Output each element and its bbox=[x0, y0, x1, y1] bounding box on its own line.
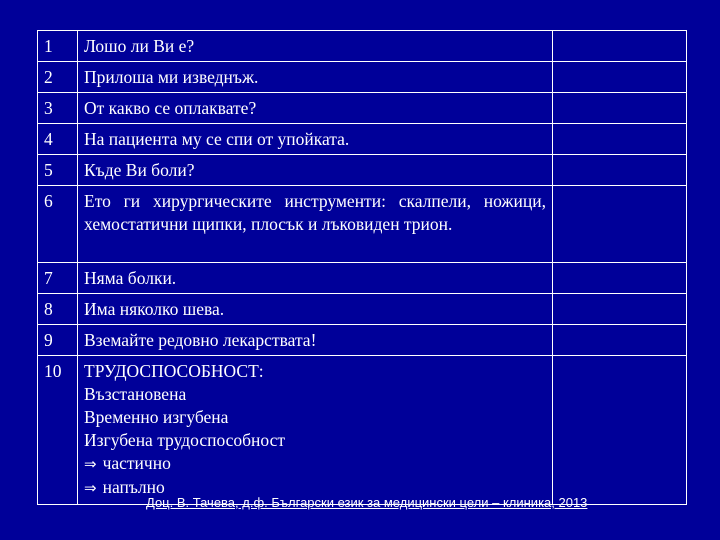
implies-arrow-icon: ⇒ bbox=[84, 455, 97, 473]
blank-cell bbox=[553, 62, 687, 93]
row-number: 3 bbox=[38, 93, 78, 124]
phrase-text: Лошо ли Ви е? bbox=[78, 31, 553, 62]
phrase-text: Прилоша ми изведнъж. bbox=[78, 62, 553, 93]
row-number: 9 bbox=[38, 325, 78, 356]
footer-credit: Доц. В. Тачева, д.ф. Български език за медицински цели – клиника, 2013 bbox=[146, 495, 588, 510]
table-row bbox=[38, 325, 687, 356]
row-number: 1 bbox=[38, 31, 78, 62]
table-row bbox=[38, 124, 687, 155]
list-item-text: напълно bbox=[102, 477, 165, 497]
blank-cell bbox=[553, 263, 687, 294]
blank-cell bbox=[553, 356, 687, 505]
phrase-text: Няма болки. bbox=[78, 263, 553, 294]
row-number: 8 bbox=[38, 294, 78, 325]
blank-cell bbox=[553, 93, 687, 124]
table-row bbox=[38, 356, 687, 505]
phrase-text: Има няколко шева. bbox=[78, 294, 553, 325]
row-number: 4 bbox=[38, 124, 78, 155]
table-row bbox=[38, 62, 687, 93]
blank-cell bbox=[553, 325, 687, 356]
blank-cell bbox=[553, 294, 687, 325]
implies-arrow-icon: ⇒ bbox=[84, 479, 97, 497]
blank-cell bbox=[553, 186, 687, 263]
list-heading: ТРУДОСПОСОБНОСТ: bbox=[84, 361, 264, 381]
blank-cell bbox=[553, 31, 687, 62]
row-number: 5 bbox=[38, 155, 78, 186]
list-item: Възстановена bbox=[84, 384, 187, 404]
row-number: 7 bbox=[38, 263, 78, 294]
phrase-text: На пациента му се спи от упойката. bbox=[78, 124, 553, 155]
phrase-text: От какво се оплаквате? bbox=[78, 93, 553, 124]
table-row bbox=[38, 263, 687, 294]
phrase-text: Ето ги хирургическите инструменти: скалпели, ножици, хемостатични щипки, плосък и лъковиден трион. bbox=[78, 186, 553, 263]
list-item: Временно изгубена bbox=[84, 407, 229, 427]
phrase-table bbox=[37, 30, 687, 505]
phrase-text: Къде Ви боли? bbox=[78, 155, 553, 186]
table-row bbox=[38, 294, 687, 325]
table-row bbox=[38, 186, 687, 263]
table-row bbox=[38, 31, 687, 62]
table-row bbox=[38, 155, 687, 186]
list-item: Изгубена трудоспособност bbox=[84, 430, 286, 450]
blank-cell bbox=[553, 155, 687, 186]
phrase-text-list bbox=[78, 356, 553, 505]
row-number: 2 bbox=[38, 62, 78, 93]
phrase-text: Вземайте редовно лекарствата! bbox=[78, 325, 553, 356]
row-number: 10 bbox=[38, 356, 78, 505]
blank-cell bbox=[553, 124, 687, 155]
row-number: 6 bbox=[38, 186, 78, 263]
table-row bbox=[38, 93, 687, 124]
list-item bbox=[84, 452, 546, 476]
list-item-text: частично bbox=[102, 453, 171, 473]
